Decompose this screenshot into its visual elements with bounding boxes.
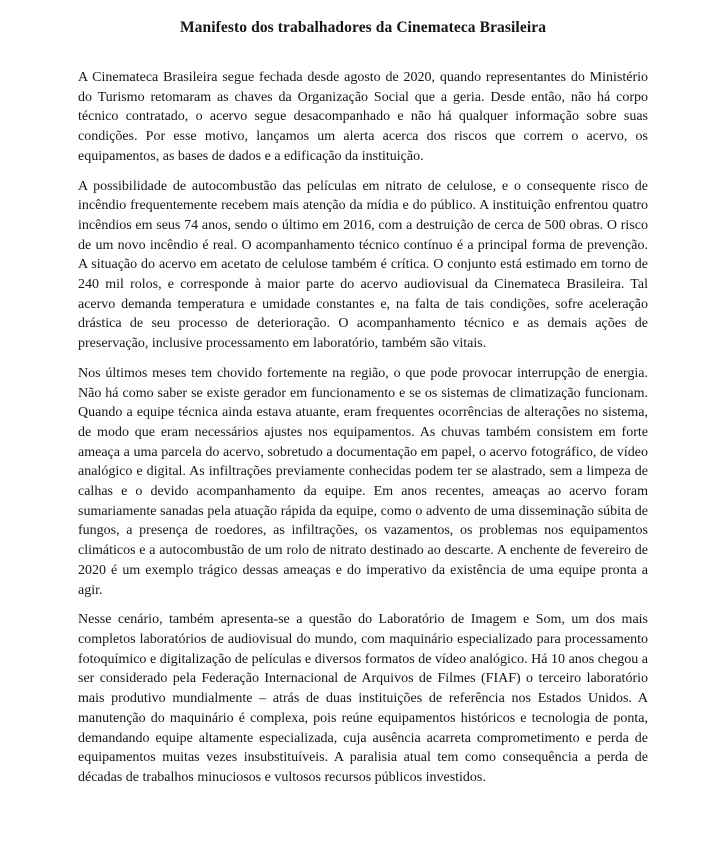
document-body <box>78 68 648 788</box>
paragraph-2: A possibilidade de autocombustão das películas em nitrato de celulose, e o consequente risco de incêndio frequentemente recebem mais atenção da mídia e do público. A instituição enfrentou quatro incêndios em seus 74 anos, sendo o último em 2016, com a destruição de cerca de 500 obras. O risco de um novo incêndio é real. O acompanhamento técnico contínuo é a principal forma de prevenção. A situação do acervo em acetato de celulose também é crítica. O conjunto está estimado em torno de 240 mil rolos, e corresponde à maior parte do acervo audiovisual da Cinemateca Brasileira. Tal acervo demanda temperatura e umidade constantes e, na falta de tais condições, sofre aceleração drástica de seu processo de deterioração. O acompanhamento técnico e as demais ações de preservação, inclusive processamento em laboratório, também são vitais. <box>78 178 648 352</box>
paragraph-4: Nesse cenário, também apresenta-se a questão do Laboratório de Imagem e Som, um dos mais completos laboratórios de audiovisual do mundo, com maquinário especializado para processamento fotoquímico e digitalização de películas e diversos formatos de vídeo analógico. Há 10 anos chegou a ser considerado pela Federação Internacional de Arquivos de Filmes (FIAF) o terceiro laboratório mais produtivo mundialmente – atrás de duas instituições de referência nos Estados Unidos. A manutenção do maquinário é complexa, pois reúne equipamentos históricos e tecnologia de ponta, demandando equipe altamente especializada, cuja ausência acarreta comprometimento e perda de equipamentos muitas vezes insubstituíveis. A paralisia atual tem como consequência a perda de décadas de trabalhos minuciosos e vultosos recursos públicos investidos. <box>78 612 648 785</box>
document-page <box>78 0 648 788</box>
paragraph-1: A Cinemateca Brasileira segue fechada desde agosto de 2020, quando representantes do Ministério do Turismo retomaram as chaves da Organização Social que a geria. Desde então, não há corpo técnico contratado, o acervo segue desacompanhado e não há qualquer informação sobre suas condições. Por esse motivo, lançamos um alerta acerca dos riscos que correm o acervo, os equipamentos, as bases de dados e a edificação da instituição. <box>78 70 648 164</box>
paragraph-3: Nos últimos meses tem chovido fortemente na região, o que pode provocar interrupção de energia. Não há como saber se existe gerador em funcionamento e se os sistemas de climatização funcionam. Quando a equipe técnica ainda estava atuante, eram frequentes ocorrências de alterações no sistema, de modo que eram necessários ajustes nos equipamentos. As chuvas também consistem em forte ameaça a uma parcela do acervo, sobretudo a documentação em papel, o acervo fotográfico, de vídeo analógico e digital. As infiltrações previamente conhecidas podem ter se alastrado, sem a limpeza de calhas e o devido acompanhamento da equipe. Em anos recentes, ameaças ao acervo foram sumariamente sanadas pela atuação rápida da equipe, como o advento de uma disseminação súbita de fungos, a presença de roedores, as infiltrações, os vazamentos, os problemas nos equipamentos climáticos e a autocombustão de um rolo de nitrato destinado ao descarte. A enchente de fevereiro de 2020 é um exemplo trágico dessas ameaças e do imperativo da existência de uma equipe pronta a agir. <box>78 365 648 598</box>
document-title: Manifesto dos trabalhadores da Cinemateca Brasileira <box>179 19 547 36</box>
